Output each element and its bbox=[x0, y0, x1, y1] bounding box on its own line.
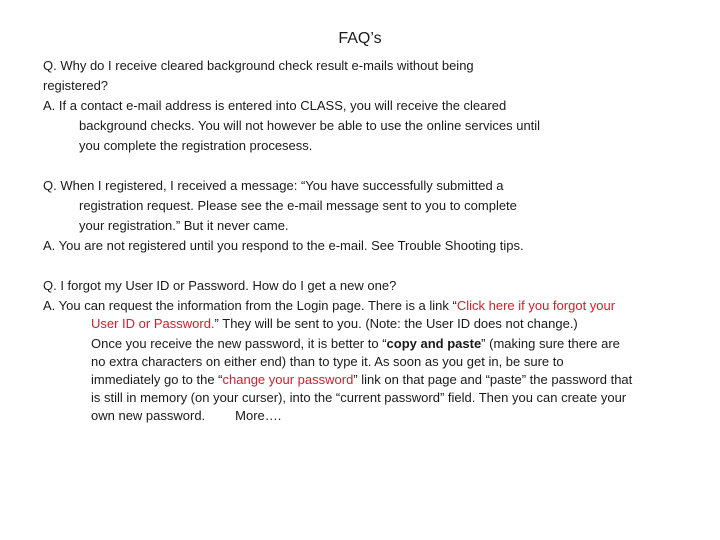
faq3-paragraph-line-5-text: own new password. bbox=[91, 408, 206, 423]
faq2-answer-line-1: A. You are not registered until you respond to the e-mail. See Trouble Shooting tips. bbox=[43, 238, 524, 253]
faq3-paragraph-line-3 bbox=[91, 372, 632, 388]
faq3-answer-suffix: ” They will be sent to you. (Note: the User ID does not change.) bbox=[214, 316, 578, 331]
faq2-question-line-3: your registration.” But it never came. bbox=[79, 218, 289, 233]
page-title: FAQ’s bbox=[338, 30, 382, 47]
faq3-paragraph-line-3-suffix: ” link on that page and “paste” the password that bbox=[353, 372, 633, 387]
faq3-paragraph-line-3-prefix: immediately go to the “ bbox=[91, 372, 223, 387]
more-link[interactable]: More…. bbox=[235, 408, 282, 423]
copy-paste-emphasis: copy and paste bbox=[386, 336, 482, 351]
faq1-answer-line-2: background checks. You will not however be able to use the online services until bbox=[79, 118, 541, 133]
faq3-paragraph-prefix: Once you receive the new password, it is better to “ bbox=[91, 336, 387, 351]
faq3-paragraph-line-1 bbox=[91, 336, 620, 352]
faq1-answer-line-3: you complete the registration procesess. bbox=[79, 138, 313, 153]
forgot-credentials-link[interactable]: Click here if you forgot your bbox=[456, 298, 616, 313]
faq1-answer-line-1: A. If a contact e-mail address is entered into CLASS, you will receive the cleared bbox=[43, 98, 507, 113]
faq3-answer-line-2 bbox=[91, 316, 578, 332]
faq2-question-line-1: Q. When I registered, I received a message: “You have successfully submitted a bbox=[43, 178, 504, 193]
faq3-paragraph-line-5 bbox=[91, 408, 281, 424]
faq2-question-line-2: registration request. Please see the e-mail message sent to you to complete bbox=[79, 198, 517, 213]
forgot-credentials-link-continued[interactable]: User ID or Password. bbox=[91, 316, 215, 331]
faq3-answer-line-1 bbox=[43, 298, 615, 314]
faq1-question-line-2: registered? bbox=[43, 78, 109, 93]
change-password-link[interactable]: change your password bbox=[222, 372, 354, 387]
faq3-answer-prefix: A. You can request the information from the Login page. There is a link “ bbox=[43, 298, 457, 313]
faq3-paragraph-suffix: ” (making sure there are bbox=[481, 336, 620, 351]
faq3-question-line-1: Q. I forgot my User ID or Password. How do I get a new one? bbox=[43, 278, 397, 293]
faq1-question-line-1: Q. Why do I receive cleared background check result e-mails without being bbox=[43, 58, 474, 73]
faq3-paragraph-line-2: no extra characters on either end) than to type it. As soon as you get in, be sure to bbox=[91, 354, 564, 369]
faq3-paragraph-line-4: is still in memory (on your curser), into the “current password” field. Then you can create your bbox=[91, 390, 627, 405]
